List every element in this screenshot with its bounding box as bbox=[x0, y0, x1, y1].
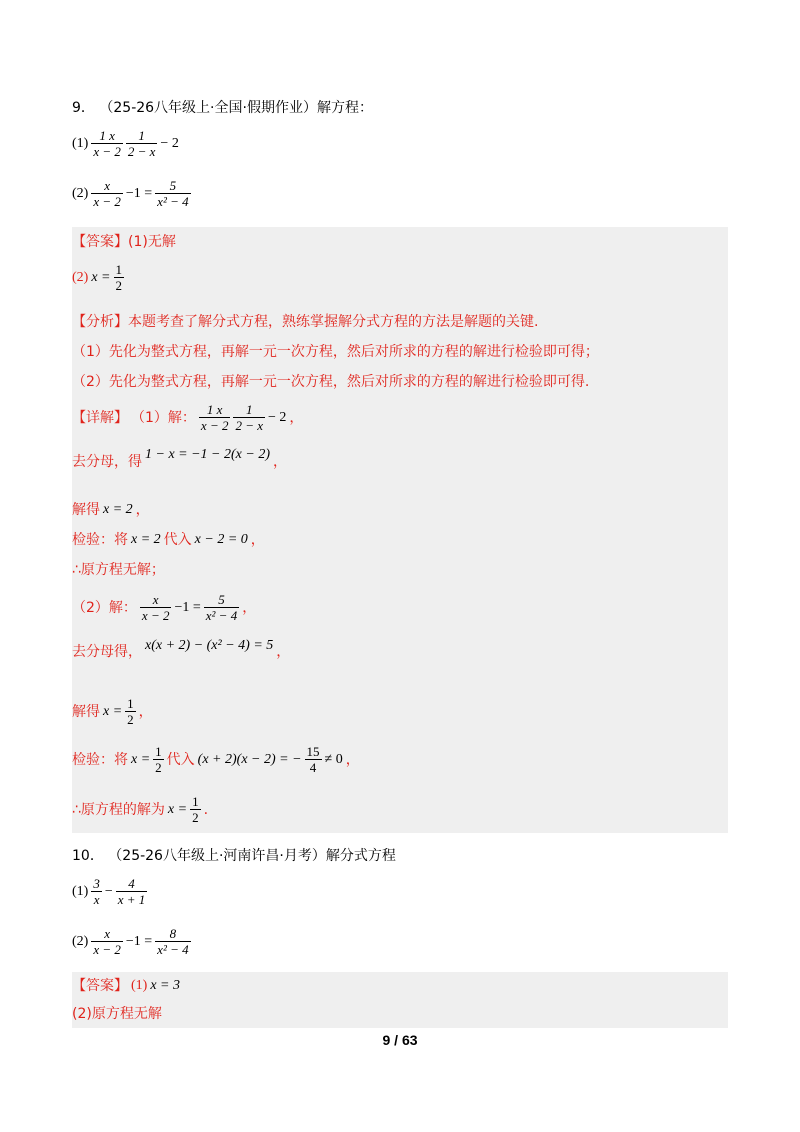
q9-analysis-1: （1）先化为整式方程，再解一元一次方程，然后对所求的方程的解进行检验即可得； bbox=[72, 344, 599, 360]
q9-step8-frac: $\frac{1}{2}$ bbox=[192, 794, 199, 825]
q9-step6-frac: $\frac{1}{2}$ bbox=[127, 696, 134, 727]
q9-answer-line1 bbox=[72, 232, 176, 252]
q9-part2-frac2: $\frac{5}{\text{x² − 4}}$ bbox=[157, 178, 189, 209]
q9-answer-line2 bbox=[72, 262, 124, 293]
page-number: 9 bbox=[382, 1032, 391, 1048]
page-total: 63 bbox=[401, 1032, 418, 1048]
q9-detail-2: （2）解： $\frac{x}{x - 2}$ −1 = $\frac{5}{\text{x² − 4}}$ ， bbox=[72, 592, 257, 623]
q9-part1-frac2: $\frac{1}{2 - x}$ bbox=[127, 128, 156, 159]
q9-part1-label: (1) bbox=[72, 135, 89, 151]
q9-step4: ∴原方程无解； bbox=[72, 562, 165, 578]
q9-answer-tag: 【答案】 bbox=[72, 234, 128, 250]
q9-step2-eq: x = 2 bbox=[103, 502, 133, 517]
q9-part2-label: (2) bbox=[72, 185, 89, 201]
q9-part1-frac1: $\frac{1 x}{x - 2}$ bbox=[93, 128, 121, 159]
q10-part1-frac1: $\frac{3}{x}$ bbox=[93, 876, 100, 907]
q10-part1-frac2: $\frac{4}{x + 1}$ bbox=[117, 876, 146, 907]
q9-part2-mid: −1 = bbox=[125, 185, 153, 201]
q9-analysis-text: 本题考查了解分式方程，熟练掌握解分式方程的方法是解题的关键. bbox=[128, 314, 539, 330]
q9-step5-prefix: 去分母得， bbox=[72, 644, 142, 660]
q9-step6: 解得 x = $\frac{1}{2}$ ， bbox=[72, 696, 153, 727]
q9-step2-prefix: 解得 bbox=[72, 502, 100, 518]
page-footer bbox=[0, 1032, 800, 1048]
q9-detail-tag: 【详解】 bbox=[72, 409, 128, 426]
q9-step7-eq: (x + 2)(x − 2) = − bbox=[197, 751, 302, 767]
q9-detail-2-prefix: （2）解： bbox=[72, 599, 137, 616]
q10-number: 10． bbox=[72, 848, 104, 864]
q9-detail-2-frac2: $\frac{5}{\text{x² − 4}}$ bbox=[205, 592, 238, 623]
q9-detail-1: 【详解】 （1）解： $\frac{1 x}{x - 2}$ $\frac{1}{2 - x}$ − 2 ， bbox=[72, 402, 304, 433]
q9-step7-frac2: $\frac{15}{4}$ bbox=[306, 744, 320, 775]
q9-source: （25-26八年级上·全国·假期作业）解方程： bbox=[99, 100, 373, 116]
q9-detail-2-frac1: $\frac{x}{x - 2}$ bbox=[141, 592, 170, 623]
q9-answer-1: (1)无解 bbox=[128, 234, 176, 250]
q9-step1-prefix: 去分母，得 bbox=[72, 454, 142, 470]
q9-step8-prefix: ∴原方程的解为 bbox=[72, 801, 165, 818]
q9-step3-eq2: x − 2 = 0 bbox=[194, 532, 248, 547]
q10-part1: (1) $\frac{3}{x}$ − $\frac{4}{x + 1}$ bbox=[72, 876, 146, 907]
q9-part2 bbox=[72, 178, 191, 209]
q9-step1-eq: 1 − x = −1 − 2(x − 2) bbox=[145, 447, 270, 462]
q10-answer-1-label: (1) bbox=[131, 978, 148, 993]
q9-analysis bbox=[72, 312, 538, 332]
q10-part2-frac2: $\frac{8}{\text{x² − 4}}$ bbox=[157, 926, 189, 957]
page-separator: / bbox=[394, 1032, 399, 1048]
q9-answer-2-label: (2) bbox=[72, 269, 89, 285]
q9-step2: 解得 x = 2 ， bbox=[72, 502, 150, 518]
q9-part2-frac1: $\frac{x}{x - 2}$ bbox=[93, 178, 121, 209]
q9-part1-tail: − 2 bbox=[160, 135, 179, 151]
q10-answer-2: (2)原方程无解 bbox=[72, 1006, 162, 1022]
q9-step3-prefix: 检验：将 bbox=[72, 532, 128, 548]
q9-number: 9． bbox=[72, 100, 95, 116]
q9-step8: ∴原方程的解为 x = $\frac{1}{2}$ . bbox=[72, 794, 209, 825]
q10-part2: (2) $\frac{x}{x - 2}$ −1 = $\frac{8}{\text{x² − 4}}$ bbox=[72, 926, 189, 957]
q9-analysis-2: （2）先化为整式方程，再解一元一次方程，然后对所求的方程的解进行检验即可得. bbox=[72, 374, 590, 390]
q9-detail-1-prefix: （1）解： bbox=[131, 409, 196, 426]
q9-step6-prefix: 解得 bbox=[72, 703, 100, 720]
q10-part2-label: (2) bbox=[72, 933, 89, 949]
q10-part1-label: (1) bbox=[72, 883, 89, 899]
q9-step3-eq1: x = 2 bbox=[131, 532, 161, 547]
q9-step3: 检验：将 x = 2 代入 x − 2 = 0 ， bbox=[72, 532, 265, 548]
q9-step5-eq: x(x + 2) − (x² − 4) = 5 bbox=[145, 638, 274, 653]
q10-source: （25-26八年级上·河南许昌·月考）解分式方程 bbox=[108, 848, 396, 864]
q9-part1 bbox=[72, 128, 179, 159]
q10-answer-1-eq: x = 3 bbox=[150, 978, 180, 993]
q9-step1: 去分母，得 1 − x = −1 − 2(x − 2) ， bbox=[72, 447, 287, 470]
q9-detail-1-frac2: $\frac{1}{2 - x}$ bbox=[235, 402, 264, 433]
q9-step7-prefix: 检验：将 bbox=[72, 751, 128, 768]
q9-detail-1-tail: − 2 bbox=[268, 409, 287, 425]
q9-step5: 去分母得， x(x + 2) − (x² − 4) = 5 ， bbox=[72, 638, 291, 660]
q9-step7: 检验：将 x = $\frac{1}{2}$ 代入 (x + 2)(x − 2) = − $\frac{15}{4}$ ≠ 0 ， bbox=[72, 744, 360, 775]
q9-analysis-tag: 【分析】 bbox=[72, 314, 128, 330]
q10-answer-line1 bbox=[72, 976, 180, 996]
q10-heading bbox=[72, 846, 396, 866]
q9-detail-1-frac1: $\frac{1 x}{x - 2}$ bbox=[200, 402, 229, 433]
q9-answer-2-frac: $\frac{1}{2}$ bbox=[115, 262, 122, 293]
q10-part2-frac1: $\frac{x}{x - 2}$ bbox=[93, 926, 121, 957]
q9-step7-frac1: $\frac{1}{2}$ bbox=[155, 744, 162, 775]
q9-heading bbox=[72, 98, 373, 118]
q10-answer-tag: 【答案】 bbox=[72, 978, 128, 994]
q9-answer-2-x: x = bbox=[91, 269, 111, 285]
